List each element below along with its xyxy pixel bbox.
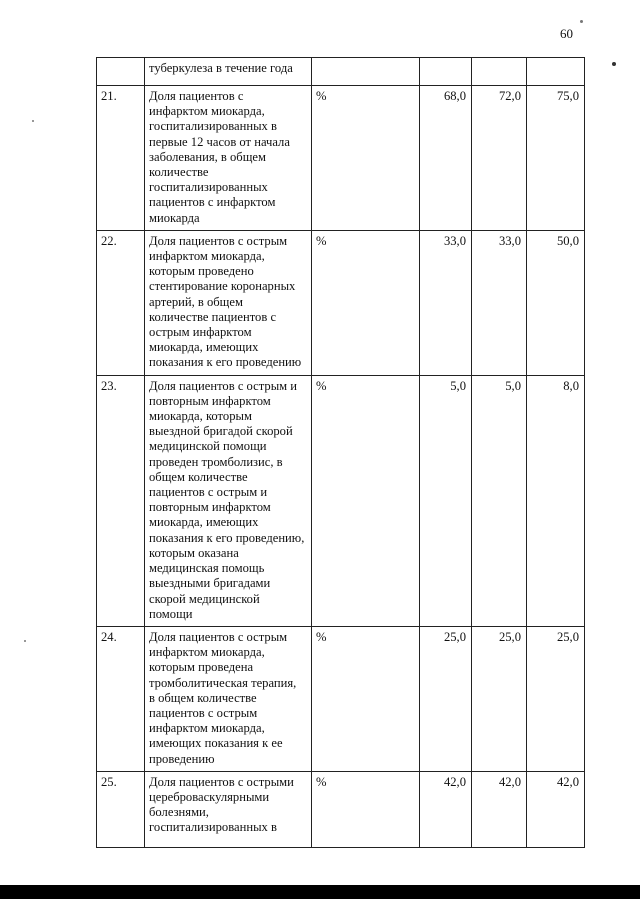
value-cell: 42,0: [472, 771, 527, 847]
value-cell: 68,0: [420, 86, 472, 231]
value-cell: 33,0: [472, 230, 527, 375]
value-cell: 25,0: [472, 626, 527, 771]
scan-speck: [32, 120, 34, 122]
indicator-cell: Доля пациентов с острым инфарктом миокарда, которым проведена тромболитическая терапия, в общем количестве пациентов с острым инфарктом миокарда, имеющих показания к ее проведению: [145, 626, 312, 771]
value-cell: 72,0: [472, 86, 527, 231]
unit-cell: %: [312, 626, 420, 771]
indicator-cell: туберкулеза в течение года: [145, 58, 312, 86]
indicators-table: [96, 57, 585, 848]
value-cell: [420, 58, 472, 86]
indicator-cell: Доля пациентов с острым и повторным инфарктом миокарда, которым выездной бригадой скорой медицинской помощи проведен тромболизис, в общем количестве пациентов с острым и повторным инфарктом миокарда, имеющих показания к его проведению, которым оказана медицинская помощь выездными бригадами скорой медицинской помощи: [145, 375, 312, 626]
index-cell: 25.: [97, 771, 145, 847]
value-cell: 8,0: [527, 375, 585, 626]
unit-cell: [312, 58, 420, 86]
index-cell: 22.: [97, 230, 145, 375]
value-cell: 50,0: [527, 230, 585, 375]
scan-speck: [24, 640, 26, 642]
table-row: [97, 626, 585, 771]
unit-cell: %: [312, 375, 420, 626]
table-row: [97, 375, 585, 626]
value-cell: 75,0: [527, 86, 585, 231]
value-cell: 42,0: [527, 771, 585, 847]
table-row: [97, 86, 585, 231]
scan-border-bar: [0, 885, 640, 899]
value-cell: 42,0: [420, 771, 472, 847]
value-cell: 5,0: [472, 375, 527, 626]
value-cell: [527, 58, 585, 86]
scan-speck: [612, 62, 616, 66]
index-cell: [97, 58, 145, 86]
value-cell: 5,0: [420, 375, 472, 626]
indicator-cell: Доля пациентов с инфарктом миокарда, госпитализированных в первые 12 часов от начала заболевания, в общем количестве госпитализированных пациентов с инфарктом миокарда: [145, 86, 312, 231]
index-cell: 24.: [97, 626, 145, 771]
unit-cell: %: [312, 771, 420, 847]
index-cell: 21.: [97, 86, 145, 231]
unit-cell: %: [312, 230, 420, 375]
unit-cell: %: [312, 86, 420, 231]
indicator-cell: Доля пациентов с острыми цереброваскулярными болезнями, госпитализированных в: [145, 771, 312, 847]
indicator-cell: Доля пациентов с острым инфарктом миокарда, которым проведено стентирование коронарных артерий, в общем количестве пациентов с острым инфарктом миокарда, имеющих показания к его проведению: [145, 230, 312, 375]
table-row: [97, 230, 585, 375]
index-cell: 23.: [97, 375, 145, 626]
value-cell: 33,0: [420, 230, 472, 375]
value-cell: 25,0: [527, 626, 585, 771]
page-number: 60: [560, 26, 573, 41]
value-cell: 25,0: [420, 626, 472, 771]
scan-speck: [580, 20, 583, 23]
table-row: [97, 58, 585, 86]
value-cell: [472, 58, 527, 86]
table-row: [97, 771, 585, 847]
